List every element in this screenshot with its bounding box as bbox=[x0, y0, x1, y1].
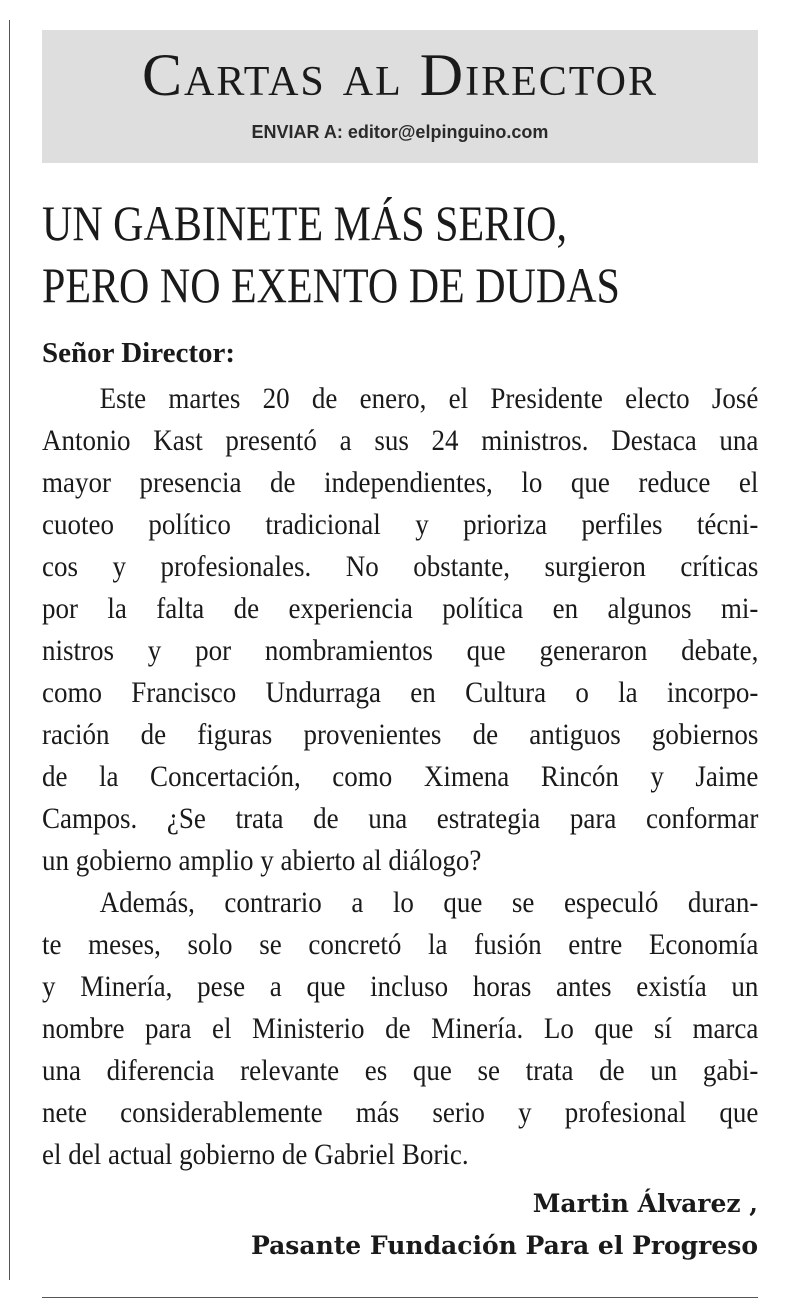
headline-line: PERO NO EXENTO DE DUDAS bbox=[42, 257, 620, 313]
body-line: Además, contrario a lo que se especuló duran- bbox=[99, 886, 759, 919]
body-line: por la falta de experiencia política en algunos mi- bbox=[42, 592, 759, 625]
bottom-divider bbox=[42, 1297, 758, 1298]
body-line: cos y profesionales. No obstante, surgieron críticas bbox=[42, 550, 759, 583]
body-line: Antonio Kast presentó a sus 24 ministros. Destaca una bbox=[42, 424, 759, 457]
column-divider-left bbox=[9, 20, 10, 1280]
body-line: el del actual gobierno de Gabriel Boric. bbox=[42, 1138, 469, 1171]
letter-body bbox=[42, 378, 758, 1176]
letter-signature bbox=[42, 1183, 758, 1267]
salutation: Señor Director: bbox=[42, 337, 236, 369]
body-line: y Minería, pese a que incluso horas antes existía un bbox=[42, 970, 759, 1003]
body-line: como Francisco Undurraga en Cultura o la incorpo- bbox=[42, 676, 759, 709]
section-header bbox=[42, 30, 758, 163]
section-title: Cartas al Director bbox=[141, 42, 659, 108]
body-line: una diferencia relevante es que se trata de un gabi- bbox=[42, 1054, 759, 1087]
author-role: Pasante Fundación Para el Progreso bbox=[250, 1231, 758, 1260]
body-line: te meses, solo se concretó la fusión entre Economía bbox=[42, 928, 759, 961]
author-name: Martin Álvarez , bbox=[532, 1189, 758, 1218]
body-line: cuoteo político tradicional y prioriza perfiles técni- bbox=[42, 508, 759, 541]
body-line: nistros y por nombramientos que generaron debate, bbox=[42, 634, 759, 667]
body-line: ración de figuras provenientes de antiguos gobiernos bbox=[42, 718, 759, 751]
body-line: de la Concertación, como Ximena Rincón y Jaime bbox=[42, 760, 759, 793]
send-to-email: ENVIAR A: editor@elpinguino.com bbox=[251, 122, 549, 142]
body-line: mayor presencia de independientes, lo que reduce el bbox=[42, 466, 759, 499]
article-headline bbox=[42, 192, 647, 316]
body-line: Este martes 20 de enero, el Presidente electo José bbox=[99, 382, 759, 415]
headline-line: UN GABINETE MÁS SERIO, bbox=[42, 195, 567, 251]
body-line: un gobierno amplio y abierto al diálogo? bbox=[42, 844, 482, 877]
body-line: Campos. ¿Se trata de una estrategia para conformar bbox=[42, 802, 759, 835]
body-line: nombre para el Ministerio de Minería. Lo que sí marca bbox=[42, 1012, 759, 1045]
body-line: nete considerablemente más serio y profesional que bbox=[42, 1096, 759, 1129]
